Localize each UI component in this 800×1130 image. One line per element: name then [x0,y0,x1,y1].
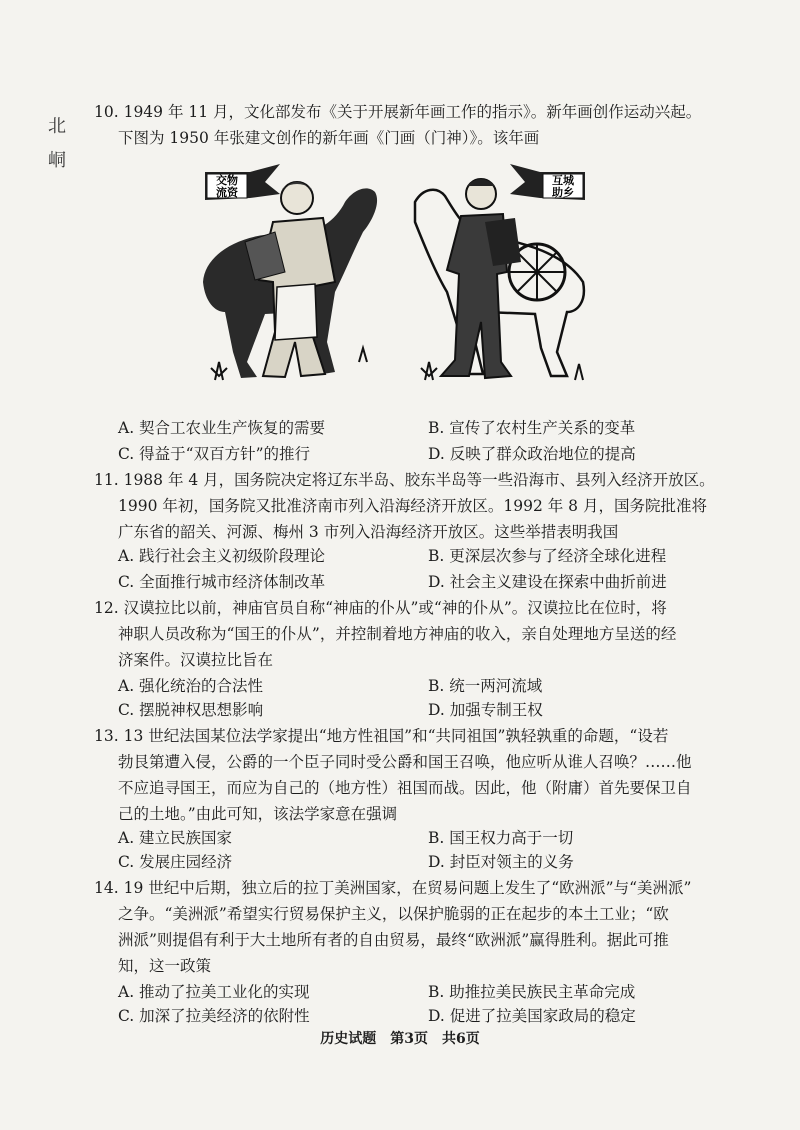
banner-right-line-1: 互城 [552,174,574,187]
margin-mark-1: 北 [48,116,66,137]
q14-stem-line-4: 知，这一政策 [118,957,212,975]
q11-stem-line-1: 11. 1988 年 4 月，国务院决定将辽东半岛、胶东半岛等一些沿海市、县列入经济开放区。 [94,471,715,489]
q10-option-a[interactable]: A. 契合工农业生产恢复的需要 [118,419,326,437]
q12-option-b[interactable]: B. 统一两河流域 [428,677,543,695]
q12-option-d[interactable]: D. 加强专制王权 [428,701,543,719]
q14-option-d[interactable]: D. 促进了拉美国家政局的稳定 [428,1007,636,1025]
q11-option-c[interactable]: C. 全面推行城市经济体制改革 [118,573,326,591]
q13-option-b[interactable]: B. 国王权力高于一切 [428,829,574,847]
q12-stem-line-3: 济案件。汉谟拉比旨在 [118,651,274,669]
margin-mark-2: 峒 [48,150,66,171]
q11-stem-line-2: 1990 年初，国务院又批准济南市列入沿海经济开放区。1992 年 8 月，国务院批准将 [118,497,707,515]
q10-option-b[interactable]: B. 宣传了农村生产关系的变革 [428,419,636,437]
q11-stem-line-3: 广东省的韶关、河源、梅州 3 市列入沿海经济开放区。这些举措表明我国 [118,523,619,541]
q14-option-b[interactable]: B. 助推拉美民族民主革命完成 [428,983,636,1001]
q14-stem-line-3: 洲派”则提倡有利于大土地所有者的自由贸易，最终“欧洲派”赢得胜利。据此可推 [118,931,669,949]
q13-option-c[interactable]: C. 发展庄园经济 [118,853,233,871]
q14-option-a[interactable]: A. 推动了拉美工业化的实现 [118,983,310,1001]
q11-option-b[interactable]: B. 更深层次参与了经济全球化进程 [428,547,667,565]
q10-option-d[interactable]: D. 反映了群众政治地位的提高 [428,445,636,463]
q12-stem-line-2: 神职人员改称为“国王的仆从”，并控制着地方神庙的收入，亲自处理地方呈送的经 [118,625,677,643]
q13-option-d[interactable]: D. 封臣对领主的义务 [428,853,574,871]
q13-stem-line-3: 不应追寻国王，而应为自己的（地方性）祖国而战。因此，他（附庸）首先要保卫自 [118,779,692,797]
q10-stem-line-2: 下图为 1950 年张建文创作的新年画《门画（门神）》。该年画 [118,129,540,147]
left-panel-illustration [203,164,377,380]
q14-option-c[interactable]: C. 加深了拉美经济的依附性 [118,1007,310,1025]
q14-stem-line-1: 14. 19 世纪中后期，独立后的拉丁美洲国家，在贸易问题上发生了“欧洲派”与“美洲派” [94,879,692,897]
q11-option-d[interactable]: D. 社会主义建设在探索中曲折前进 [428,573,667,591]
q13-stem-line-4: 己的土地。”由此可知，该法学家意在强调 [118,805,398,823]
q13-stem-line-1: 13. 13 世纪法国某位法学家提出“地方性祖国”和“共同祖国”孰轻孰重的命题，“设若 [94,727,669,745]
q10-option-c[interactable]: C. 得益于“双百方针”的推行 [118,445,311,463]
banner-right-line-2: 助乡 [552,186,574,199]
right-panel-illustration [415,164,585,380]
door-god-new-year-painting [185,162,605,402]
page-footer: 历史试题 第3页 共6页 [320,1031,480,1047]
q13-stem-line-2: 勃艮第遭入侵，公爵的一个臣子同时受公爵和国王召唤，他应听从谁人召唤？……他 [118,753,692,771]
q11-option-a[interactable]: A. 践行社会主义初级阶段理论 [118,547,326,565]
q12-option-a[interactable]: A. 强化统治的合法性 [118,677,264,695]
q13-option-a[interactable]: A. 建立民族国家 [118,829,233,847]
banner-left-line-2: 流资 [216,186,238,199]
q14-stem-line-2: 之争。“美洲派”希望实行贸易保护主义，以保护脆弱的正在起步的本土工业；“欧 [118,905,669,923]
q12-stem-line-1: 12. 汉谟拉比以前，神庙官员自称“神庙的仆从”或“神的仆从”。汉谟拉比在位时，将 [94,599,667,617]
banner-left-line-1: 交物 [216,174,238,187]
q10-stem-line-1: 10. 1949 年 11 月，文化部发布《关于开展新年画工作的指示》。新年画创作运动兴起。 [94,103,702,121]
q12-option-c[interactable]: C. 摆脱神权思想影响 [118,701,264,719]
